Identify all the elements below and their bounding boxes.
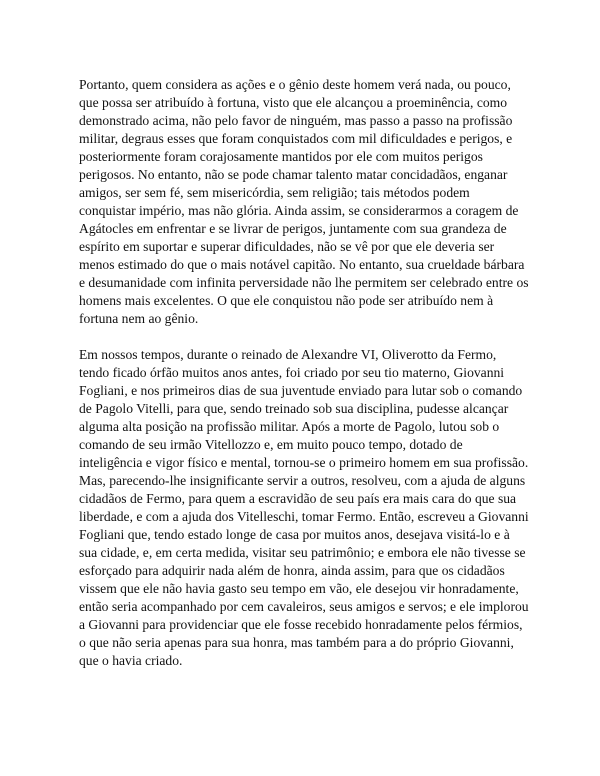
paragraph-1: Portanto, quem considera as ações e o gênio deste homem verá nada, ou pouco, que possa ser atribuído à fortuna, visto que ele alcançou a proeminência, como demonstrado acima, não pelo favor de ninguém, mas passo a passo na profissão militar, degraus esses que foram conquistados com mil dificuldades e perigos, e posteriormente foram corajosamente mantidos por ele com muitos perigos perigosos. No entanto, não se pode chamar talento matar concidadãos, enganar amigos, ser sem fé, sem misericórdia, sem religião; tais métodos podem conquistar império, mas não glória. Ainda assim, se considerarmos a coragem de Agátocles em enfrentar e se livrar de perigos, juntamente com sua grandeza de espírito em suportar e superar dificuldades, não se vê por que ele deveria ser menos estimado do que o mais notável capitão. No entanto, sua crueldade bárbara e desumanidade com infinita perversidade não lhe permitem ser celebrado entre os homens mais excelentes. O que ele conquistou não pode ser atribuído nem à fortuna nem ao gênio. [79, 77, 529, 326]
body-text [79, 76, 529, 670]
paragraph-2: Em nossos tempos, durante o reinado de Alexandre VI, Oliverotto da Fermo, tendo ficado órfão muitos anos antes, foi criado por seu tio materno, Giovanni Fogliani, e nos primeiros dias de sua juventude enviado para lutar sob o comando de Pagolo Vitelli, para que, sendo treinado sob sua disciplina, pudesse alcançar alguma alta posição na profissão militar. Após a morte de Pagolo, lutou sob o comando de seu irmão Vitellozzo e, em muito pouco tempo, dotado de inteligência e vigor físico e mental, tornou-se o primeiro homem em sua profissão. Mas, parecendo-lhe insignificante servir a outros, resolveu, com a ajuda de alguns cidadãos de Fermo, para quem a escravidão de seu país era mais cara do que sua liberdade, e com a ajuda dos Vitelleschi, tomar Fermo. Então, escreveu a Giovanni Fogliani que, tendo estado longe de casa por muitos anos, desejava visitá-lo e à sua cidade, e, em certa medida, visitar seu patrimônio; e embora ele não tivesse se esforçado para adquirir nada além de honra, ainda assim, para que os cidadãos vissem que ele não havia gasto seu tempo em vão, ele desejou vir honradamente, então seria acompanhado por cem cavaleiros, seus amigos e servos; e ele implorou a Giovanni para providenciar que ele fosse recebido honradamente pelos férmios, o que não seria apenas para sua honra, mas também para a do próprio Giovanni, que o havia criado. [79, 347, 529, 668]
